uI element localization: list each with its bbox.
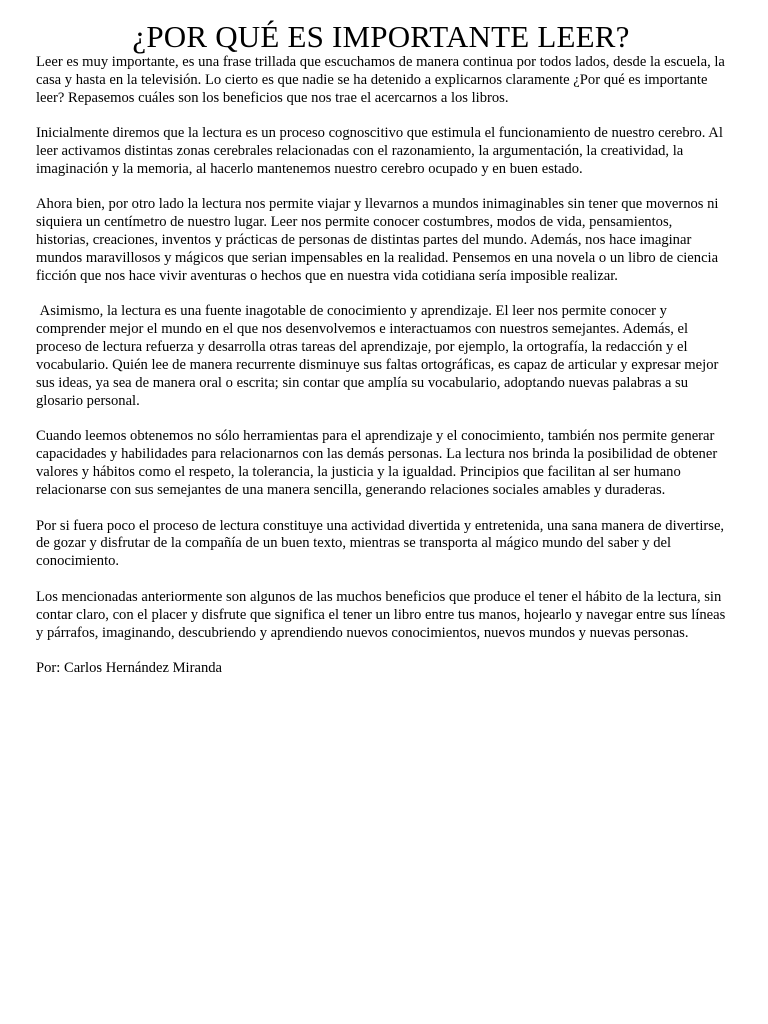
paragraph-intro: Leer es muy importante, es una frase trillada que escuchamos de manera continua por todos lados, desde la escuela, la casa y hasta en la televisión. Lo cierto es que nadie se ha detenido a explicarnos claramente ¿Por qué es importante leer? Repasemos cuáles son los beneficios que nos trae el acercarnos a los libros. (36, 54, 725, 106)
document-page (36, 20, 726, 695)
paragraph-conclusion: Los mencionadas anteriormente son algunos de las muchos beneficios que produce el tener el hábito de la lectura, sin contar claro, con el placer y disfrute que significa el tener un libro entre tus manos, hojearlo y navegar entre sus líneas y párrafos, imaginando, descubriendo y aprendiendo nuevos conocimientos, nuevos mundos y nuevas personas. (36, 588, 726, 641)
paragraph-social: Cuando leemos obtenemos no sólo herramientas para el aprendizaje y el conocimiento, también nos permite generar capacidades y habilidades para relacionarnos con las demás personas. La lectura nos brinda la posibilidad de obtener valores y hábitos como el respeto, la tolerancia, la justicia y la igualdad. Principios que facilitan al ser humano relacionarse con sus semejantes de una manera sencilla, generando relaciones sociales amables y duraderas. (36, 428, 718, 499)
paragraph-fun: Por si fuera poco el proceso de lectura constituye una actividad divertida y entretenida, una sana manera de divertirse, de gozar y disfrutar de la compañía de un buen texto, mientras se transporta al mágico mundo del saber y del conocimiento. (36, 517, 725, 570)
paragraph-travel: Ahora bien, por otro lado la lectura nos permite viajar y llevarnos a mundos inimaginables sin tener que movernos ni siquiera un centímetro de nuestro lugar. Leer nos permite conocer costumbres, modos de vida, pensamientos, historias, creaciones, inventos y prácticas de personas de distintas partes del mundo. Además, nos hace imaginar mundos maravillosos y mágicos que serian impensables en la realidad. Pensemos en una novela o un libro de ciencia ficción que nos hace vivir aventuras o hechos que en nuestra vida cotidiana sería imposible realizar. (36, 196, 719, 285)
paragraph-cognitive: Inicialmente diremos que la lectura es un proceso cognoscitivo que estimula el funcionamiento de nuestro cerebro. Al leer activamos distintas zonas cerebrales relacionadas con el razonamiento, la argumentación, la creatividad, la imaginación y la memoria, al hacerlo mantenemos nuestro cerebro ocupado y en buen estado. (36, 125, 723, 178)
page-title: ¿POR QUÉ ES IMPORTANTE LEER? (132, 19, 630, 54)
author-byline: Por: Carlos Hernández Miranda (36, 659, 223, 676)
paragraph-knowledge: Asimismo, la lectura es una fuente inagotable de conocimiento y aprendizaje. El leer nos permite conocer y comprender mejor el mundo en el que nos desenvolvemos e interactuamos con nuestros semejantes. Además, el proceso de lectura refuerza y desarrolla otras tareas del aprendizaje, por ejemplo, la ortografía, la redacción y el vocabulario. Quién lee de manera recurrente disminuye sus faltas ortográficas, es capaz de articular y expresar mejor sus ideas, ya sea de manera oral o escrita; sin contar que amplía su vocabulario, adoptando nuevas palabras a su glosario personal. (36, 303, 723, 409)
